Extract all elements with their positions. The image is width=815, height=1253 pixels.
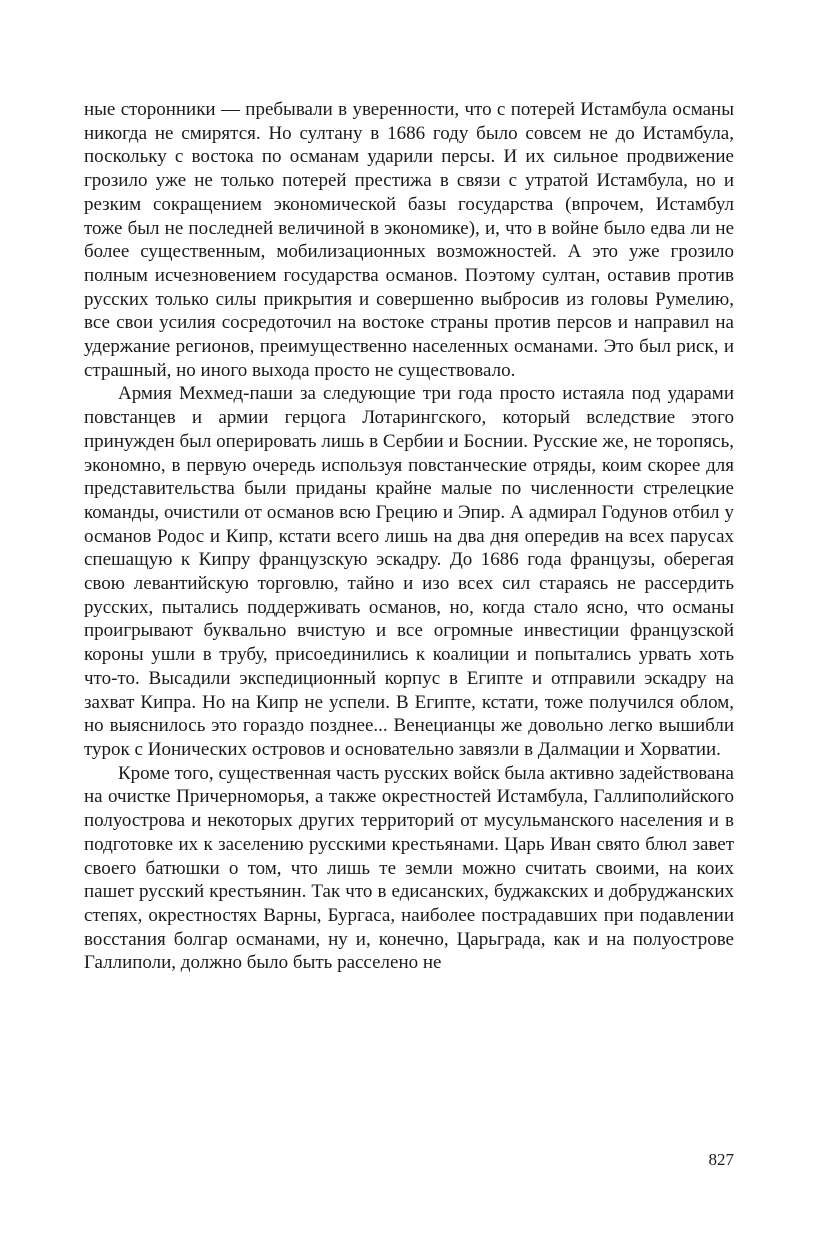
page-body [84, 98, 734, 975]
paragraph-3: Кроме того, существенная часть русских войск была активно задействована на очистке Причерноморья, а также окрестностей Истамбула, Галлиполийского полуострова и некоторых других территорий от мусульманского населения и в подготовке их к заселению русскими крестьянами. Царь Иван свято блюл завет своего батюшки о том, что лишь те земли можно считать своими, на коих пашет русский крестьянин. Так что в едисанских, буджакских и добруджанских степях, окрестностях Варны, Бургаса, наиболее пострадавших при подавлении восстания болгар османами, ну и, конечно, Царьграда, как и на полуострове Галлиполи, должно было быть расселено не [84, 762, 734, 974]
paragraph-2: Армия Мехмед-паши за следующие три года просто истаяла под ударами повстанцев и армии герцога Лотарингского, который вследствие этого принужден был оперировать лишь в Сербии и Боснии. Русские же, не торопясь, экономно, в первую очередь используя повстанческие отряды, коим скорее для представительства были приданы крайне малые по численности стрелецкие команды, очистили от османов всю Грецию и Эпир. А адмирал Годунов отбил у османов Родос и Кипр, кстати всего лишь на два дня опередив на всех парусах спешащую к Кипру французскую эскадру. До 1686 года французы, оберегая свою левантийскую торговлю, тайно и изо всех сил стараясь не рассердить русских, пытались поддерживать османов, но, когда стало ясно, что османы проигрывают буквально вчистую и все огромные инвестиции французской короны ушли в трубу, присоединились к коалиции и попытались урвать хоть что-то. Высадили экспедиционный корпус в Египте и отправили эскадру на захват Кипра. Но на Кипр не успели. В Египте, кстати, тоже получился облом, но выяснилось это гораздо позднее... Венецианцы же довольно легко вышибли турок с Ионических островов и основательно завязли в Далмации и Хорватии. [84, 383, 734, 760]
page-number: 827 [708, 1150, 734, 1169]
paragraph-1: ные сторонники — пребывали в уверенности, что с потерей Истамбула османы никогда не смирятся. Но султану в 1686 году было совсем не до Истамбула, поскольку с востока по османам ударили персы. И их сильное продвижение грозило уже не только потерей престижа в связи с утратой Истамбула, но и резким сокращением экономической базы государства (впрочем, Истамбул тоже был не последней величиной в экономике), и, что в войне было едва ли не более существенным, мобилизационных возможностей. А это уже грозило полным исчезновением государства османов. Поэтому султан, оставив против русских только силы прикрытия и совершенно выбросив из головы Румелию, все свои усилия сосредоточил на востоке страны против персов и направил на удержание регионов, преимущественно населенных османами. Это был риск, и страшный, но иного выхода просто не существовало. [84, 99, 734, 381]
